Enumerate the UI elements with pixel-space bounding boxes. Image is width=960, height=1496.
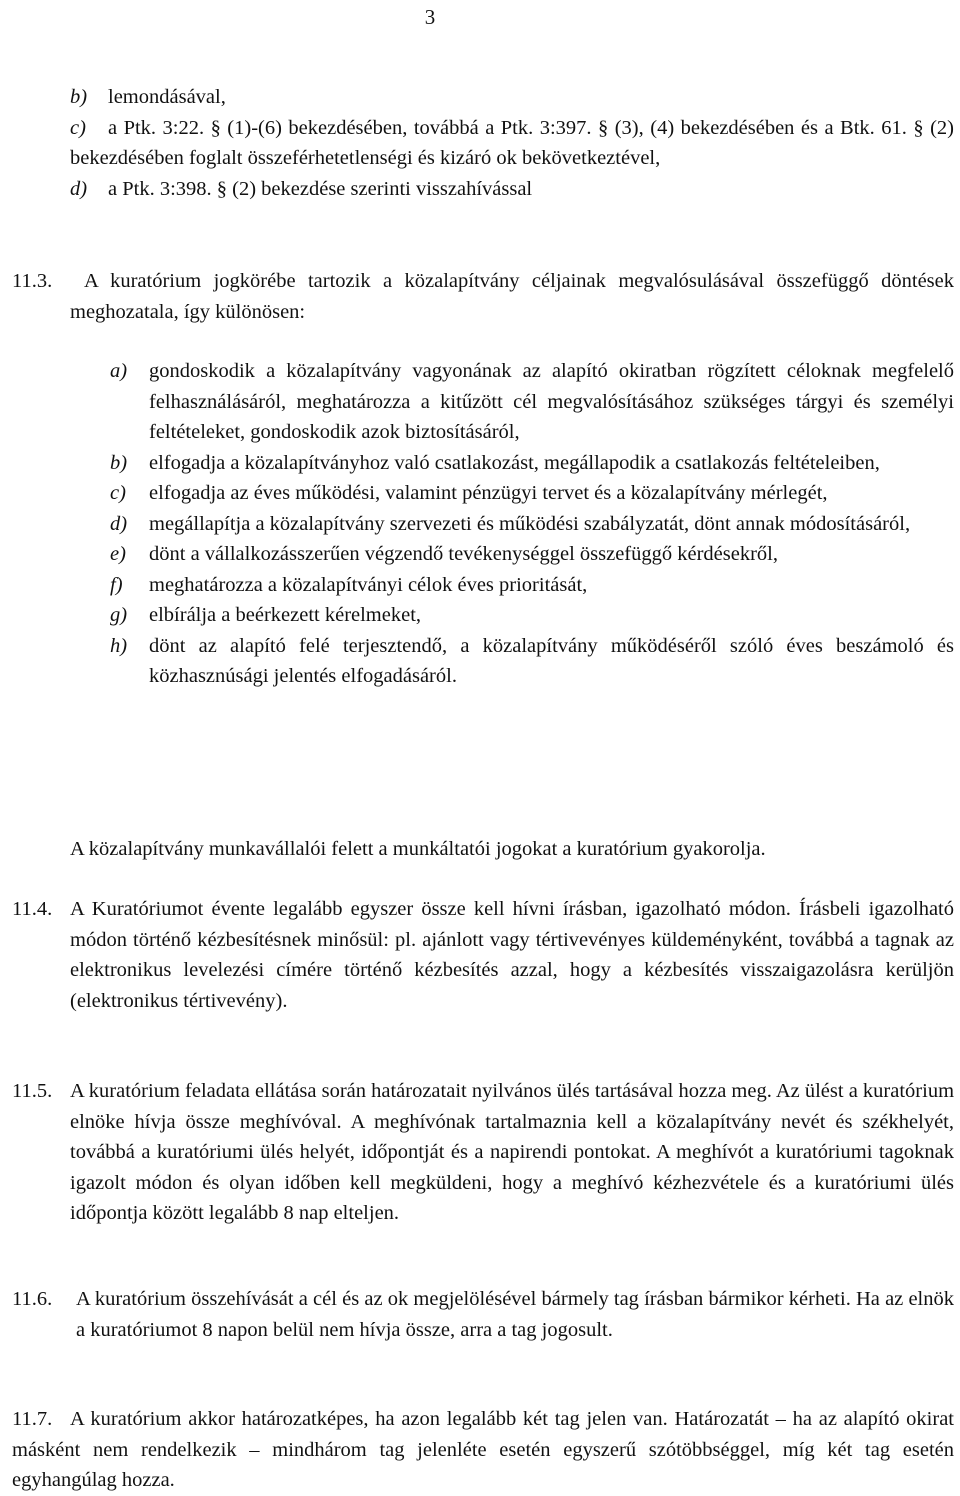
section-text: A kuratórium jogkörébe tartozik a közalapítvány céljainak megvalósulásával összefüggő döntések meghozatala, így különösen:	[70, 270, 954, 323]
list-marker: h)	[110, 634, 128, 657]
section-number: 11.5.	[12, 1080, 53, 1102]
list-item-text: elbírálja a beérkezett kérelmeket,	[149, 604, 422, 626]
list-item	[70, 539, 954, 570]
section-11-3-closing	[70, 834, 954, 865]
section-text: A kuratórium feladata ellátása során határozatait nyilvános ülés tartásával hozza meg. Az ülést a kuratórium elnöke hívja össze meghívóval. A meghívónak tartalmaznia kell a közalapítvány nevét és székhelyét, továbbá a kuratóriumi ülés helyét, időpontját és a napirendi pontokat. A meghívót a kuratóriumi tagoknak igazolt módon és olyan időben kell megküldeni, hogy a meghívó kézhezvétele és a kuratóriumi ülés időpontja között legalább 8 nap elteljen.	[70, 1080, 955, 1224]
list-item-text: a Ptk. 3:22. § (1)-(6) bekezdésében, továbbá a Ptk. 3:397. § (3), (4) bekezdésében és a Btk. 61. § (2) bekezdésében foglalt összeférhetetlenségi és kizáró ok bekövetkeztével,	[70, 116, 954, 169]
section-text: A kuratórium összehívását a cél és az ok megjelölésével bármely tag írásban bármikor kérheti. Ha az elnök a kuratóriumot 8 napon belül nem hívja össze, arra a tag jogosult.	[76, 1288, 954, 1341]
list-item	[70, 509, 954, 540]
list-marker: g)	[110, 604, 128, 626]
section-text: A Kuratóriumot évente legalább egyszer össze kell hívni írásban, igazolható módon. Írásbeli igazolható módon történő kézbesítésnek minősül: pl. ajánlott vagy tértivevényes küldeményként, továbbá a tagnak az elektronikus levelezési címére történő kézbesítés azzal, hogy a kézbesítés visszaigazolásra kerüljön (elektronikus tértivevény).	[70, 898, 954, 1012]
list-item	[70, 356, 954, 448]
list-item-text: dönt a vállalkozásszerűen végzendő tevékenységgel összefüggő kérdésekről,	[149, 543, 778, 565]
section-text: A kuratórium akkor határozatképes, ha azon legalább két tag jelen van. Határozatát – ha az alapító okirat másként nem rendelkezik – mindhárom tag jelenléte esetén egyszerű szótöbbséggel, míg két tag esetén egyhangúlag hozza.	[12, 1408, 954, 1491]
list-item	[70, 174, 954, 205]
list-marker: c)	[70, 116, 86, 139]
revocation-list	[70, 82, 954, 204]
list-item	[70, 631, 954, 692]
list-marker: d)	[110, 512, 128, 535]
list-item	[70, 478, 954, 509]
list-item-text: dönt az alapító felé terjesztendő, a közalapítvány működéséről szóló éves beszámoló és közhasznúsági jelentés elfogadásáról.	[149, 634, 954, 687]
list-item-text: megállapítja a közalapítvány szervezeti és működési szabályzatát, dönt annak módosításáról,	[149, 512, 911, 535]
closing-text: A közalapítvány munkavállalói felett a munkáltatói jogokat a kuratórium gyakorolja.	[70, 838, 766, 860]
list-item-text: lemondásával,	[108, 86, 226, 108]
list-marker: c)	[110, 482, 126, 504]
section-number: 11.6.	[12, 1288, 53, 1310]
list-item-text: gondoskodik a közalapítvány vagyonának az alapító okiratban rögzített céloknak megfelelő felhasználásáról, meghatározza a kitűzött cél megvalósításához szükséges tárgyi és személyi feltételeket, gondoskodik azok biztosításáról,	[149, 360, 954, 443]
section-11-4	[12, 894, 954, 1016]
page-number: 3	[424, 5, 436, 29]
list-marker: e)	[110, 543, 126, 565]
section-11-3-list	[70, 356, 954, 692]
list-item	[70, 448, 954, 479]
section-11-6	[12, 1284, 954, 1345]
list-item	[70, 600, 954, 631]
list-item	[70, 82, 954, 113]
section-11-3	[12, 266, 954, 327]
list-item-text: meghatározza a közalapítványi célok éves prioritását,	[149, 573, 588, 596]
list-item-text: a Ptk. 3:398. § (2) bekezdése szerinti visszahívással	[108, 177, 533, 200]
list-marker: f)	[110, 573, 123, 596]
list-marker: a)	[110, 360, 128, 382]
section-number: 11.7.	[12, 1408, 53, 1430]
list-item-text: elfogadja az éves működési, valamint pénzügyi tervet és a közalapítvány mérlegét,	[149, 482, 828, 504]
list-item-text: elfogadja a közalapítványhoz való csatlakozást, megállapodik a csatlakozás feltételeiben,	[149, 451, 880, 474]
section-11-5	[12, 1076, 954, 1229]
section-11-7	[12, 1404, 954, 1496]
list-item	[70, 113, 954, 174]
list-marker: b)	[70, 86, 88, 108]
section-number: 11.4.	[12, 898, 53, 920]
list-marker: b)	[110, 451, 128, 474]
section-number: 11.3.	[12, 270, 53, 292]
list-marker: d)	[70, 177, 88, 200]
list-item	[70, 570, 954, 601]
